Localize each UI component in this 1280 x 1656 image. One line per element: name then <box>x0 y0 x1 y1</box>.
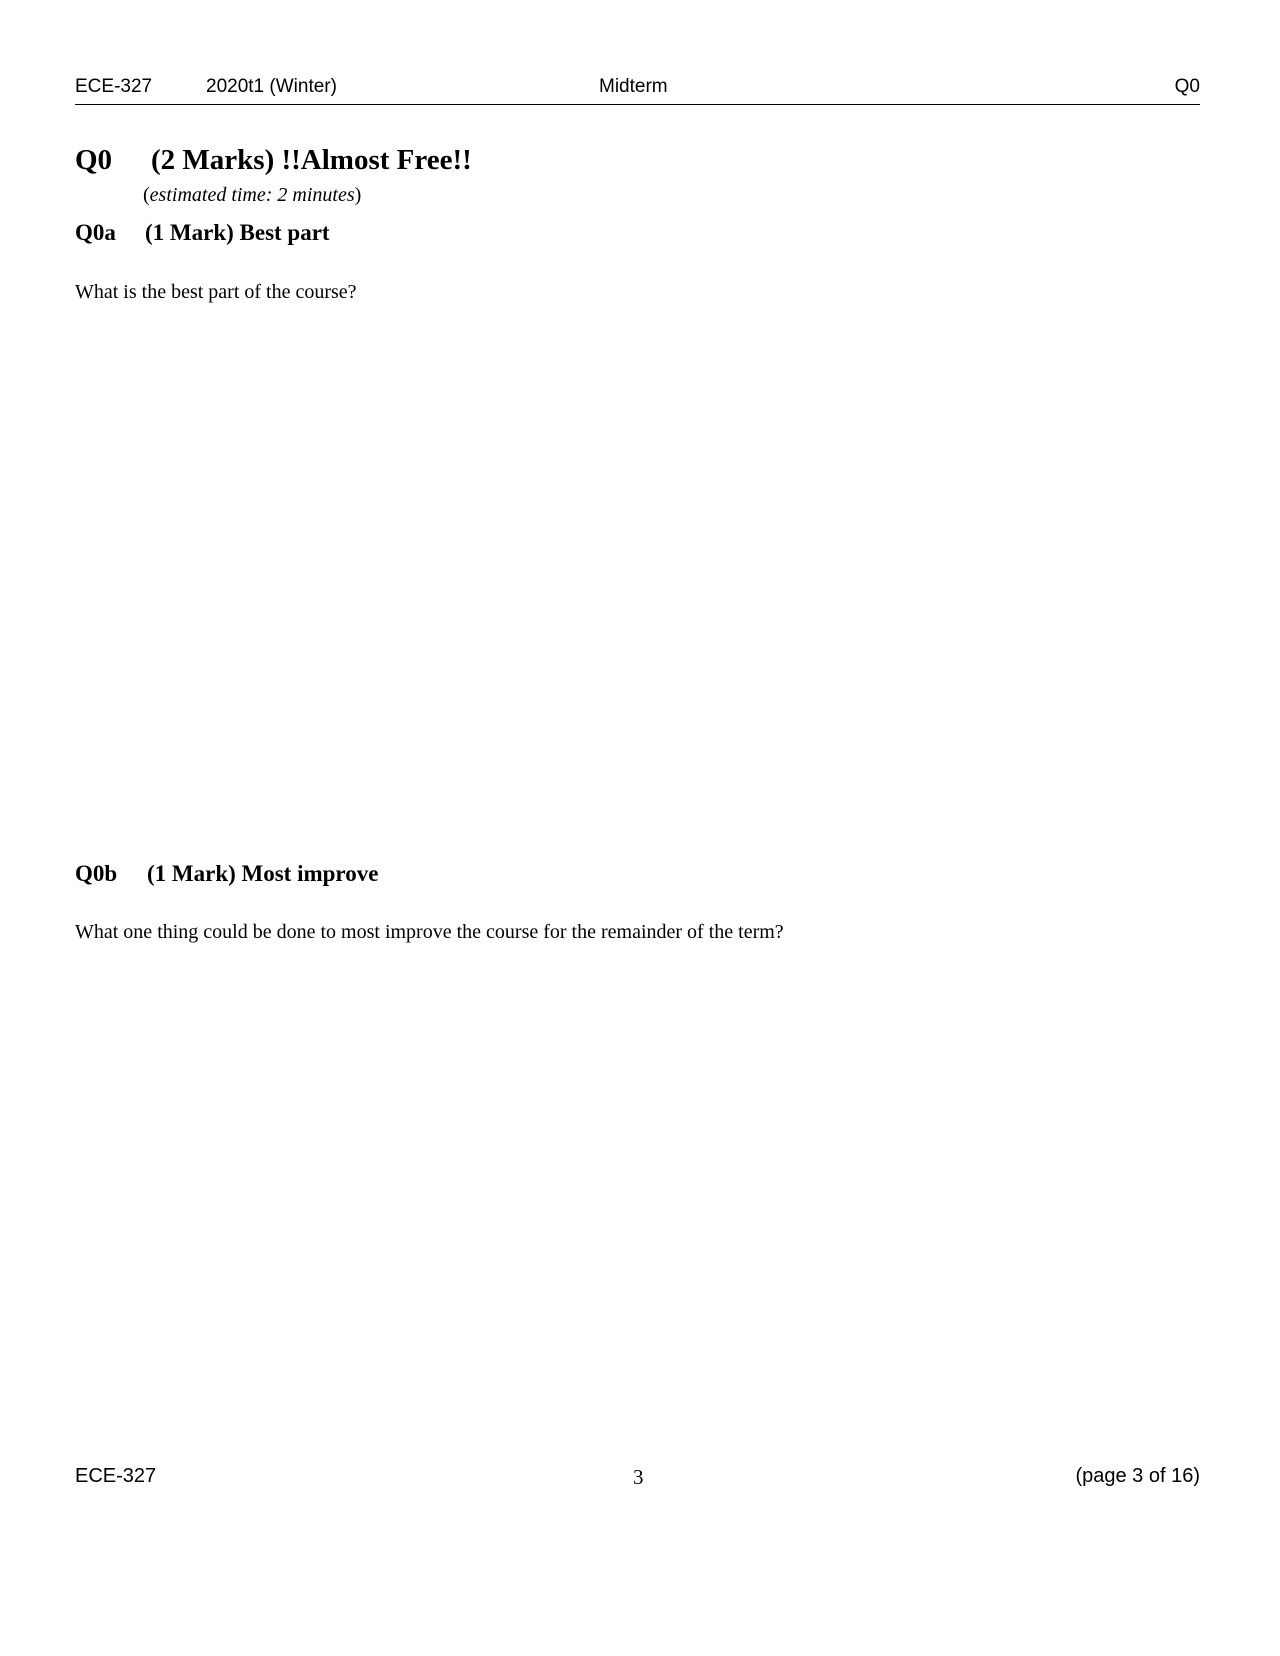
header-exam-title: Midterm <box>599 76 668 97</box>
footer-page-number: 3 <box>633 1465 644 1489</box>
part-a-heading: (1 Mark) Best part <box>145 220 330 245</box>
part-b-prompt: What one thing could be done to most improve the course for the remainder of the term? <box>75 921 784 943</box>
part-a-number: Q0a <box>75 220 116 245</box>
part-a-prompt: What is the best part of the course? <box>75 281 357 303</box>
footer-page-count: (page 3 of 16) <box>1075 1465 1200 1487</box>
question-heading: (2 Marks) !!Almost Free!! <box>151 144 472 176</box>
page-footer <box>75 1465 1200 1493</box>
estimated-time-close: ) <box>354 184 362 206</box>
footer-course: ECE-327 <box>75 1465 157 1487</box>
estimated-time <box>143 184 361 207</box>
header-term: 2020t1 (Winter) <box>206 76 337 97</box>
estimated-time-open: ( <box>143 184 150 206</box>
part-a-title <box>75 220 330 246</box>
header-course: ECE-327 <box>75 76 153 97</box>
estimated-time-text: estimated time: 2 minutes <box>149 184 355 206</box>
question-title <box>75 144 472 177</box>
part-b-heading: (1 Mark) Most improve <box>147 861 379 886</box>
part-b-number: Q0b <box>75 861 118 886</box>
question-number: Q0 <box>75 144 113 176</box>
part-b-title <box>75 861 378 887</box>
header-question-id: Q0 <box>1174 76 1200 97</box>
page-header <box>75 76 1200 105</box>
